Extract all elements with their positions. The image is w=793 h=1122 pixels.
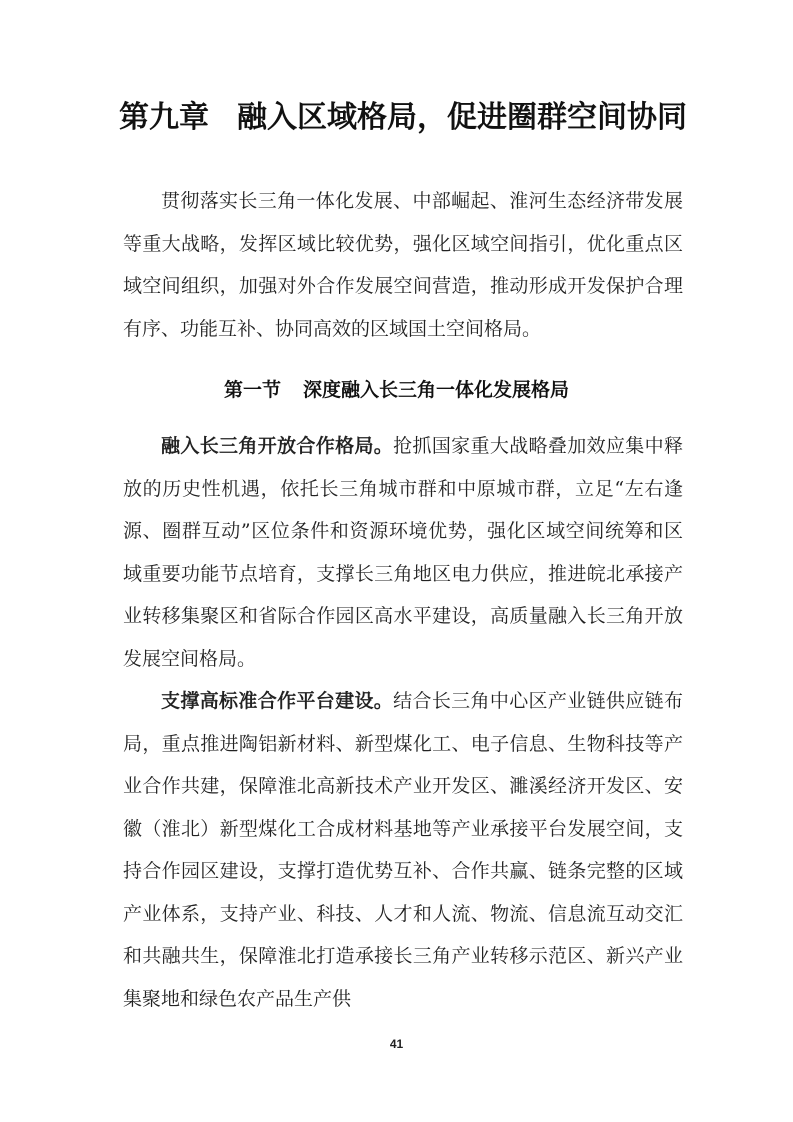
intro-paragraph: 贯彻落实长三角一体化发展、中部崛起、淮河生态经济带发展等重大战略，发挥区域比较优势，强化区域空间指引，优化重点区域空间组织，加强对外合作发展空间营造，推动形成开发保护合理有序、功能互补、协同高效的区域国土空间格局。 [123, 190, 683, 340]
chapter-title [119, 98, 719, 138]
section-heading: 深度融入长三角一体化发展格局 [303, 379, 570, 401]
paragraph-text: 抢抓国家重大战略叠加效应集中释放的历史性机遇，依托长三角城市群和中原城市群，立足“左右逢源、圈群互动”区位条件和资源环境优势，强化区域空间统筹和区域重要功能节点培育，支撑长三角地区电力供应，推进皖北承接产业转移集聚区和省际合作园区高水平建设，高质量融入长三角开放发展空间格局。 [123, 435, 683, 670]
intro-paragraph-block [123, 180, 683, 350]
section-title [0, 370, 793, 410]
paragraph-lead: 支撑高标准合作平台建设。 [161, 690, 394, 712]
paragraph [123, 425, 683, 680]
paragraph-text: 结合长三角中心区产业链供应链布局，重点推进陶铝新材料、新型煤化工、电子信息、生物科技等产业合作共建，保障淮北高新技术产业开发区、濉溪经济开发区、安徽（淮北）新型煤化工合成材料基地等产业承接平台发展空间，支持合作园区建设，支撑打造优势互补、合作共赢、链条完整的区域产业体系，支持产业、科技、人才和人流、物流、信息流互动交汇和共融共生，保障淮北打造承接长三角产业转移示范区、新兴产业集聚地和绿色农产品生产供 [123, 690, 683, 1010]
section-number: 第一节 [223, 379, 281, 401]
section-body [123, 425, 683, 1020]
paragraph [123, 680, 683, 1020]
chapter-number: 第九章 [119, 100, 209, 135]
page-number: 41 [389, 1037, 404, 1051]
chapter-heading: 融入区域格局，促进圈群空间协同 [237, 100, 687, 135]
paragraph-lead: 融入长三角开放合作格局。 [161, 435, 394, 457]
